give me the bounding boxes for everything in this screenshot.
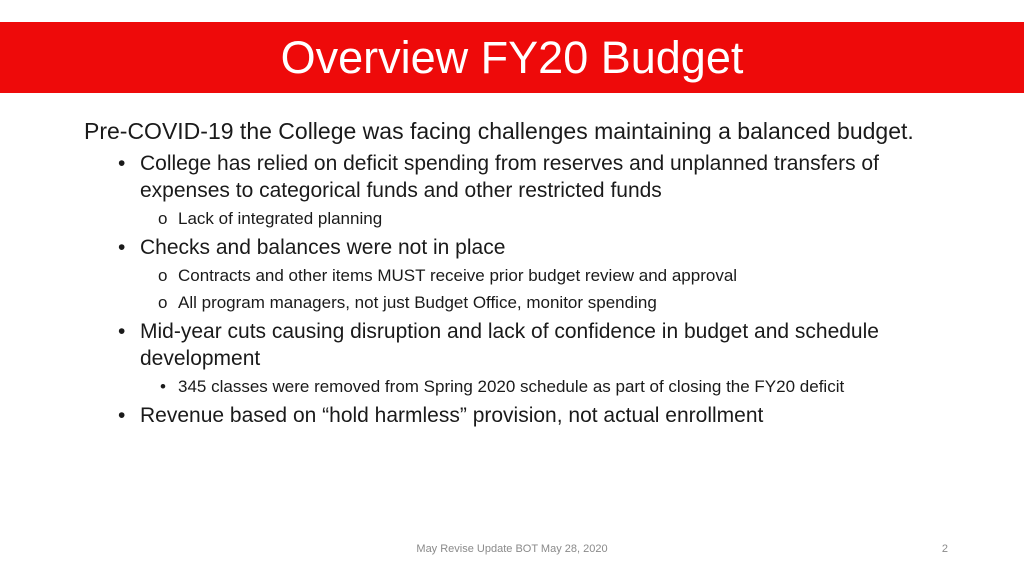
bullet-text: College has relied on deficit spending from reserves and unplanned transfers of expenses to categorical funds and other restricted funds [140, 152, 879, 202]
bullet-marker: • [118, 236, 126, 259]
slide-title: Overview FY20 Budget [280, 32, 744, 83]
bullet-marker: • [118, 152, 126, 175]
bullet-item [84, 402, 964, 429]
footer-text: May Revise Update BOT May 28, 2020 [416, 543, 608, 555]
sub-bullet-item [84, 291, 964, 314]
sub-bullet-marker: o [158, 266, 168, 285]
slide-footer [0, 543, 1024, 559]
bullet-list [84, 150, 964, 429]
sub-bullet-text: Contracts and other items MUST receive prior budget review and approval [178, 266, 738, 285]
bullet-text: Mid-year cuts causing disruption and lack of confidence in budget and schedule development [140, 320, 879, 370]
slide-content [84, 116, 964, 432]
sub-bullet-item [84, 264, 964, 287]
title-bar [0, 22, 1024, 93]
bullet-text: Checks and balances were not in place [140, 236, 506, 259]
intro-paragraph: Pre-COVID-19 the College was facing challenges maintaining a balanced budget. [84, 118, 914, 144]
bullet-item [84, 150, 964, 204]
sub-bullet-item [84, 375, 964, 398]
sub-bullet-text: All program managers, not just Budget Office, monitor spending [178, 293, 657, 312]
bullet-marker: • [118, 404, 126, 427]
sub-bullet-marker: o [158, 293, 168, 312]
sub-bullet-text: 345 classes were removed from Spring 2020 schedule as part of closing the FY20 deficit [178, 377, 845, 396]
bullet-item [84, 234, 964, 261]
sub-bullet-text: Lack of integrated planning [178, 209, 383, 228]
bullet-text: Revenue based on “hold harmless” provision, not actual enrollment [140, 404, 764, 427]
sub-bullet-item [84, 207, 964, 230]
sub-bullet-marker: • [160, 377, 166, 396]
sub-bullet-marker: o [158, 209, 168, 228]
bullet-item [84, 318, 964, 372]
page-number: 2 [941, 543, 948, 555]
bullet-marker: • [118, 320, 126, 343]
